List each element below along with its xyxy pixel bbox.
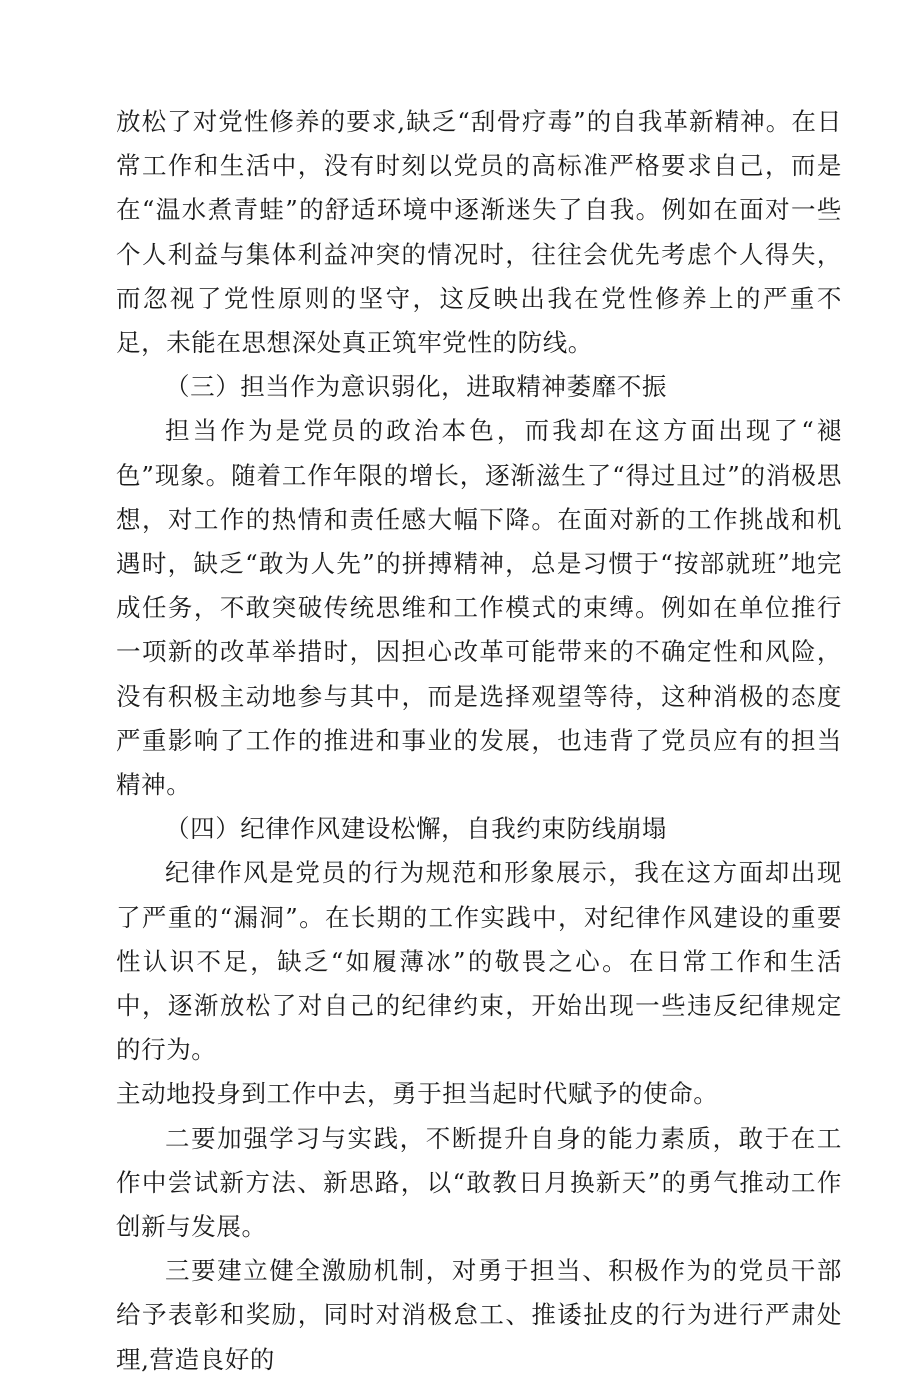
paragraph-fragment-mission: 主动地投身到工作中去，勇于担当起时代赋予的使命。 — [116, 1079, 719, 1109]
paragraph-measure-2: 二要加强学习与实践，不断提升自身的能力素质，敢于在工作中尝试新方法、新思路，以“敢教日月换新天”的勇气推动工作创新与发展。 — [116, 1123, 842, 1242]
paragraph-discipline: 纪律作风是党员的行为规范和形象展示，我在这方面却出现了严重的“漏洞”。在长期的工作实践中，对纪律作风建设的重要性认识不足，缺乏“如履薄冰”的敬畏之心。在日常工作和生活中，逐渐放松了对自己的纪律约束，开始出现一些违反纪律规定的行为。 — [116, 858, 842, 1065]
paragraph-responsibility: 担当作为是党员的政治本色，而我却在这方面出现了“褪色”现象。随着工作年限的增长，逐渐滋生了“得过且过”的消极思想，对工作的热情和责任感大幅下降。在面对新的工作挑战和机遇时，缺乏“敢为人先”的拼搏精神，总是习惯于“按部就班”地完成任务，不敢突破传统思维和工作模式的束缚。例如在单位推行一项新的改革举措时，因担心改革可能带来的不确定性和风险，没有积极主动地参与其中，而是选择观望等待，这种消极的态度严重影响了工作的推进和事业的发展，也违背了党员应有的担当精神。 — [116, 416, 842, 800]
section-heading-4: （四）纪律作风建设松懈，自我约束防线崩塌 — [165, 814, 667, 844]
document-body — [116, 100, 842, 1382]
paragraph-measure-3: 三要建立健全激励机制，对勇于担当、积极作为的党员干部给予表彰和奖励，同时对消极怠工、推诿扯皮的行为进行严肃处理,营造良好的 — [116, 1256, 842, 1374]
paragraph-party-spirit-continued: 放松了对党性修养的要求,缺乏“刮骨疗毒”的自我革新精神。在日常工作和生活中，没有时刻以党员的高标准严格要求自己，而是在“温水煮青蛙”的舒适环境中逐渐迷失了自我。例如在面对一些个人利益与集体利益冲突的情况时，往往会优先考虑个人得失，而忽视了党性原则的坚守，这反映出我在党性修养上的严重不足，未能在思想深处真正筑牢党性的防线。 — [116, 107, 842, 358]
section-heading-3: （三）担当作为意识弱化，进取精神萎靡不振 — [165, 372, 667, 402]
